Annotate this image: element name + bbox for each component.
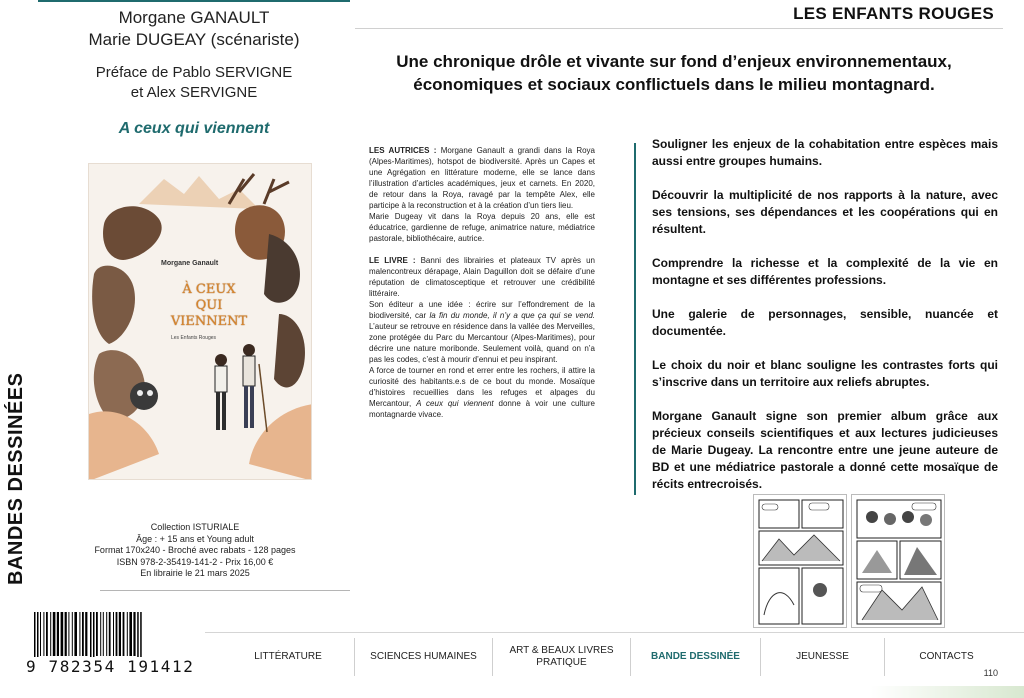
nav-label: ART & BEAUX LIVRES PRATIQUE — [509, 645, 614, 668]
key-points — [652, 136, 998, 510]
page-number: 110 — [983, 668, 998, 678]
book-title-ref: A ceux qui viennent — [416, 399, 494, 408]
book-info-column — [0, 0, 355, 698]
preface-credit-line1: Préface de Pablo SERVIGNE — [95, 64, 293, 81]
author-name: Morgane GANAULT — [118, 8, 270, 27]
barcode-bar — [79, 612, 80, 656]
barcode-bar — [53, 612, 56, 656]
barcode-bar — [116, 612, 118, 656]
top-rule — [38, 0, 350, 2]
barcode-bar — [96, 612, 98, 656]
barcode-bar — [46, 612, 48, 656]
colophon — [60, 522, 330, 580]
cover-title-line: À CEUX — [182, 282, 236, 297]
nav-label: JEUNESSE — [796, 651, 849, 662]
barcode-bar — [106, 612, 107, 656]
cover-publisher: Les Enfants Rouges — [171, 335, 217, 341]
book-cover[interactable] — [88, 163, 312, 480]
barcode-bar — [113, 612, 114, 656]
barcode-bar — [68, 612, 69, 656]
sample-page-art — [852, 495, 946, 629]
footer-divider — [205, 632, 1024, 633]
nav-item-litterature[interactable] — [222, 638, 354, 676]
authors-label: LES AUTRICES : — [369, 146, 437, 155]
isbn-price: ISBN 978-2-35419-141-2 - Prix 16,00 € — [116, 556, 274, 567]
barcode-bar — [61, 612, 64, 656]
cover-title-line: VIENNENT — [170, 314, 248, 329]
barcode-bar — [100, 612, 101, 656]
header-divider — [355, 28, 1003, 29]
nav-label: BANDE DESSINÉE — [651, 651, 740, 662]
book-description — [369, 145, 595, 420]
nav-label: SCIENCES HUMAINES — [370, 651, 477, 662]
barcode-bar — [43, 612, 44, 656]
book-text: A force de tourner en rond et errer entre les rochers, il attire la curiosité des habitants.e.s de ce bout du monde. Mosaïque d’histoires recueillies dans les refuges et alpages du Mercantour, — [369, 366, 595, 408]
book-title: A ceux qui viennent — [118, 120, 270, 137]
key-point: Découvrir la multiplicité de nos rapports à la nature, avec ses tensions, ses dépendances et les coopérations qui en résultent. — [652, 188, 998, 236]
barcode-bar — [133, 612, 135, 656]
barcode-bar — [123, 612, 125, 656]
book-label: LE LIVRE : — [369, 256, 416, 265]
age-range: Âge : + 15 ans et Young adult — [136, 533, 254, 544]
barcode-bar — [40, 612, 41, 656]
sample-page-art — [754, 495, 848, 629]
barcode-bar — [85, 612, 87, 656]
section-label: BANDES DESSINÉES — [5, 372, 27, 585]
book-text: donne à voir une culture montagnarde vivace. — [369, 399, 595, 419]
nav-label: LITTÉRATURE — [254, 651, 322, 662]
authors-text: Morgane Ganault a grandi dans la Roya (Alpes-Maritimes), hotspot de biodiversité. Après un Capes et une Agrégation en littérature moderne, elle se lance dans l’illustration d’articles académiques, jeux et carnets. En 2020, de retour dans la Roya, ravagé par la tempête Alex, elle participe à la reconstruction et à la création d’un tiers lieu. — [369, 146, 595, 210]
book-text: Son éditeur a une idée : écrire sur l’effondrement de la biodiversité, car — [369, 300, 595, 320]
book-paragraph — [369, 255, 595, 299]
preface-credit-line2: et Alex SERVIGNE — [130, 84, 258, 101]
key-point: Une galerie de personnages, sensible, nuancée et documentée. — [652, 307, 998, 338]
divider — [100, 590, 350, 591]
sample-page-thumbnail[interactable] — [753, 494, 847, 628]
key-point: Morgane Ganault signe son premier album grâce aux précieux conseils scientifiques et aux lectures judicieuses de Marie Dugeay. La rencontre entre une jeune auteure de BD et une médiatrice pastorale a donné cette mosaïque de récits entrecroisés. — [652, 409, 998, 491]
barcode-bar — [127, 612, 128, 656]
barcode-bar — [119, 612, 121, 656]
barcode-number: 9 782354 191412 — [24, 657, 204, 676]
authors-paragraph — [369, 145, 595, 211]
barcode-bar — [82, 612, 84, 656]
barcode-bar — [74, 612, 77, 656]
nav-item-art-beaux-livres[interactable] — [492, 638, 630, 676]
book-paragraph-2 — [369, 299, 595, 365]
key-point: Le choix du noir et blanc souligne les contrastes forts qui s’inscrive dans un territoire aux reliefs abruptes. — [652, 358, 998, 389]
key-point: Souligner les enjeux de la cohabitation entre espèces mais aussi entre groupes humains. — [652, 137, 998, 168]
book-text: Banni des librairies et plateaux TV après un malencontreux dérapage, Alain Daguillon doit se défaire d’une réputation de climatosceptique et retrouver une crédibilité littéraire. — [369, 256, 595, 298]
barcode-bar — [72, 612, 73, 656]
imprint-name: LES ENFANTS ROUGES — [793, 4, 994, 23]
book-quote: la fin du monde, il n’y a que ça qui se vend. — [429, 311, 595, 320]
barcode-bar — [65, 612, 67, 656]
accent-bar — [634, 143, 636, 495]
nav-item-bande-dessinee[interactable] — [630, 638, 760, 676]
barcode-bar — [129, 612, 132, 656]
collection-name: Collection ISTURIALE — [150, 522, 240, 532]
scenarist-name: Marie DUGEAY (scénariste) — [88, 30, 300, 49]
nav-item-jeunesse[interactable] — [760, 638, 884, 676]
sample-page-thumbnail[interactable] — [851, 494, 945, 628]
nav-item-sciences-humaines[interactable] — [354, 638, 492, 676]
barcode-bar — [109, 612, 111, 656]
cover-author: Morgane Ganault — [161, 260, 219, 267]
barcode-bar — [50, 612, 51, 656]
format-info: Format 170x240 - Broché avec rabats - 128 pages — [94, 545, 296, 555]
category-nav — [222, 638, 1008, 676]
cover-title-line: QUI — [195, 298, 223, 313]
bottom-strip — [0, 686, 1024, 698]
book-paragraph-3 — [369, 365, 595, 420]
release-date: En librairie le 21 mars 2025 — [140, 568, 250, 578]
barcode-bar — [57, 612, 59, 656]
barcode-bar — [103, 612, 104, 656]
key-point: Comprendre la richesse et la complexité de la vie en montagne et ses différentes professions. — [652, 256, 998, 287]
tagline: Une chronique drôle et vivante sur fond d’enjeux environnementaux, économiques et sociaux conflictuels dans le milieu montagnard. — [396, 52, 952, 94]
book-text: L’auteur se retrouve en résidence dans la vallée des Merveilles, zone protégée du Parc du Mercantour (Alpes-Maritimes), pour décrire une nature moribonde. Seulement voilà, quand on n’a pas les codes, c’est à mourir d’ennui et peu inspirant. — [369, 322, 595, 364]
cover-title — [164, 282, 254, 330]
authors-paragraph-2: Marie Dugeay vit dans la Roya depuis 20 ans, elle est éducatrice, gardienne de refuge, animatrice nature, médiatrice pastorale, bibliothécaire, autrice. — [369, 212, 595, 243]
nav-label: CONTACTS — [919, 651, 974, 662]
